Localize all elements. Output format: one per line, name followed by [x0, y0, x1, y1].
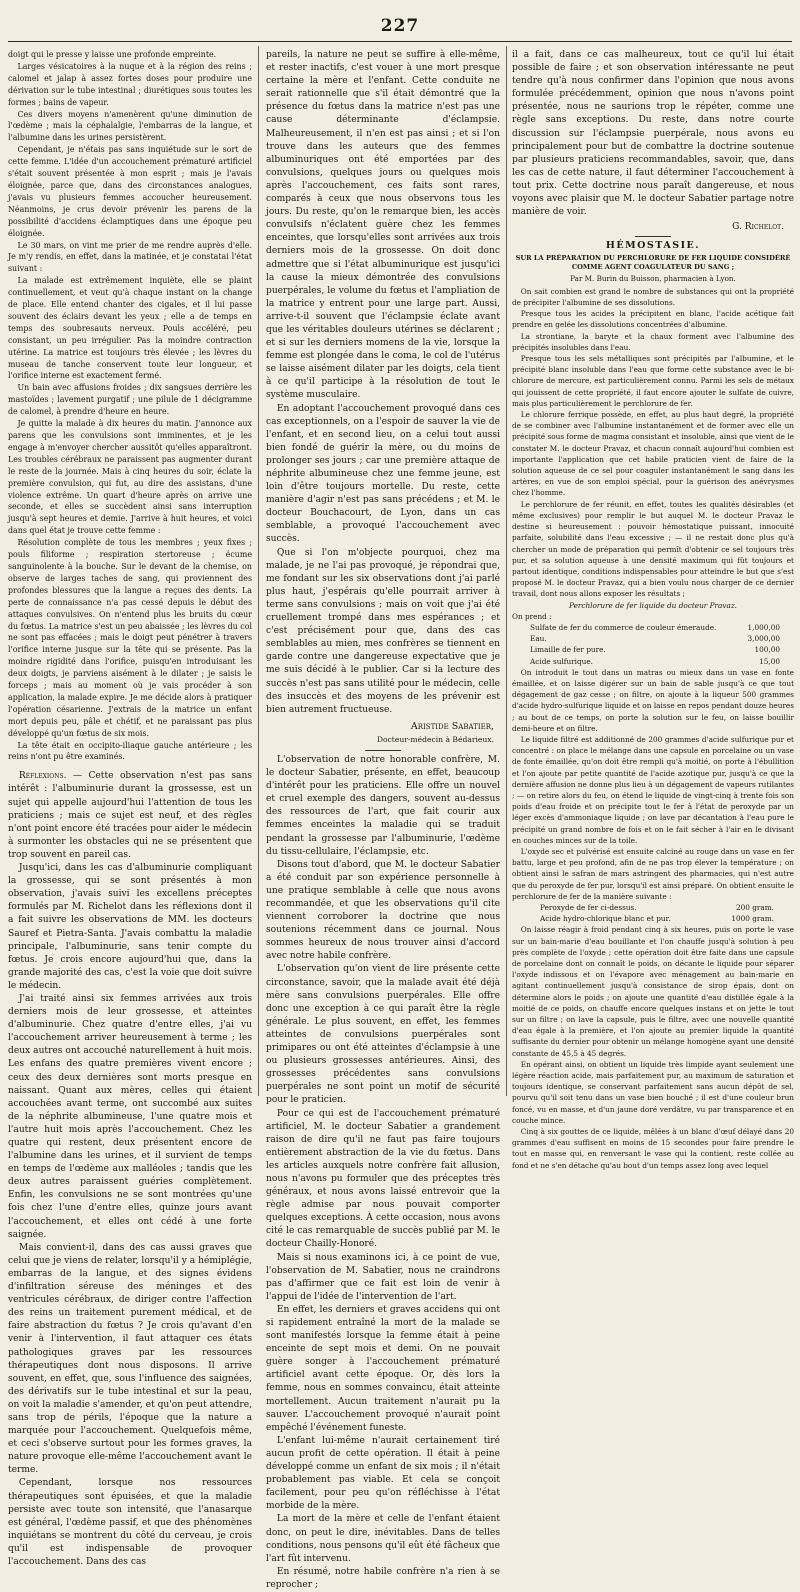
paragraph: Larges vésicatoires à la nuque et à la région des reins ; calomel et jalap à assez fortes doses pour produire une dérivation sur le tube intestinal ; diurétiques sous toutes les formes ; bains de vapeur.	[8, 61, 252, 107]
formula-quantity: 200 gram.	[736, 903, 774, 912]
paragraph: Jusqu'ici, dans les cas d'albuminurie compliquant la grossesse, qui se sont présentés à mon observation, j'avais suivi les excellens préceptes formulés par M. Richelot dans les réflexions dont il a fait suivre les observations de MM. les docteurs Sauref et Pietra-Santa. J'avais combattu la maladie principale, l'albuminurie, sans tenir compte du fœtus. Je crois encore aujourd'hui que, dans la grande majorité des cas, c'est la voie que doit suivre le médecin.	[8, 863, 252, 991]
paragraph: La mort de la mère et celle de l'enfant étaient donc, on peut le dire, inévitables. Dans de telles conditions, nous pensons qu'il eût été fâcheux que l'art fût intervenu.	[266, 1514, 500, 1564]
paragraph: Ces divers moyens n'amenèrent qu'une diminution de l'œdème ; mais la céphalalgie, l'embarras de la langue, et l'albumine dans les urines persistèrent.	[8, 109, 252, 143]
paragraph: Que si l'on m'objecte pourquoi, chez ma malade, je ne l'ai pas provoqué, je répondrai que, me fondant sur les six observations dont j'ai parlé plus haut, j'espérais qu'elle pourrait arriver à terme sans convulsions ; mais on voit que j'ai été cruellement trompé dans mes espérances ; et c'est précisément pour que, dans des cas semblables au mien, mes confrères se tiennent en garde contre une dangereuse expectative que je me suis décidé à le publier. Car si la lecture des succès n'est pas sans utilité pour le médecin, celle des insuccès et des moyens de les prévenir est bien autrement fructueuse.	[266, 547, 500, 715]
paragraph: En opérant ainsi, on obtient un liquide très limpide ayant seulement une légère réaction acide, mais parfaitement pur, au maximum de saturation et toujours identique, se conservant parfaitement sans aucun dépôt de sel, pourvu qu'il soit tenu dans un vase bien bouché ; il est d'une couleur brun foncé, vu en masse, et d'un jaune doré verdâtre, vu par transparence et en couche mince.	[512, 1059, 794, 1125]
paragraph: Cependant, je n'étais pas sans inquiétude sur le sort de cette femme. L'idée d'un accouchement prématuré artificiel s'était souvent présentée à mon esprit ; mais je l'avais éloignée, parce que, dans des circonstances analogues, j'avais vu plusieurs femmes accoucher heureusement. Néanmoins, je crus devoir prévenir les parens de la possibilité d'accidens éclamptiques dans une époque peu éloignée.	[8, 145, 252, 238]
paragraph: En effet, les derniers et graves accidens qui ont si rapidement entraîné la mort de la malade se sont manifestés lorsque la femme était à peine enceinte de sept mois et demi. On ne pouvait guère songer à l'accouchement prématuré artificiel avant cette époque. Or, dès lors la femme, nous en sommes convaincu, était atteinte mortellement. Aucun traitement n'aurait pu la sauver. L'accouchement provoqué n'aurait point empêché l'événement funeste.	[266, 1304, 500, 1433]
paragraph: Je quitte la malade à dix heures du matin. J'annonce aux parens que les convulsions sont imminentes, et je les engage à m'envoyer chercher aussitôt qu'elles apparaîtront. Les troubles cérébraux ne paraissent pas augmenter durant le reste de la journée. Mais à cinq heures du soir, éclate la première convulsion, qui fut, au dire des assistans, d'une violence extrême. Un quart d'heure après on arrive une seconde, et elles se succèdent ainsi sans interruption jusqu'à sept heures et demie. J'arrive à huit heures, et voici dans quel état je trouve cette femme :	[8, 419, 252, 536]
paragraph: Cependant, lorsque nos ressources thérapeutiques sont épuisées, et que la maladie persiste avec toute son intensité, que l'anasarque est général, l'œdème passif, et que des phénomènes inquiétans se montrent du côté du cerveau, je crois qu'il est indispensable de provoquer l'accouchement. Dans des cas	[8, 1478, 252, 1567]
paragraph: Résolution complète de tous les membres ; yeux fixes ; pouls filiforme ; respiration stertoreuse ; écume sanguinolente à la bouche. Sur le devant de la chemise, on observe de larges taches de sang, qui proviennent des profondes blessures que la langue a reçues des dents. La perte de connaissance n'a pas cessé depuis le début des attaques convulsives. On n'entend plus les bruits du cœur du fœtus. La matrice s'est un peu abaissée ; les lèvres du col ne sont pas effacées ; mais le doigt peut pénétrer à travers l'orifice interne jusque sur la tête qui se présente. Pas la moindre rigidité dans l'orifice, puisqu'en introduisant les deux doigts, je parviens aisément à le dilater ; je saisis le forceps ; mais au moment où je vais procéder à son application, la malade expire. Je me décide alors à pratiquer l'opération césarienne. J'extrais de la matrice un enfant mort depuis peu, pâle et chétif, et ne paraissant pas plus développé qu'un fœtus de six mois.	[8, 538, 252, 738]
section-author: Par M. Burin du Buisson, pharmacien à Lyon.	[570, 273, 736, 283]
column-right	[512, 49, 794, 1170]
paragraph: En adoptant l'accouchement provoqué dans ces cas exceptionnels, on a l'espoir de sauver la vie de l'enfant, et en second lieu, on a celui tout aussi bien fondé de guérir la mère, ou du moins de prolonger ses jours ; car une première attaque de néphrite albumineuse chez une femme jeune, est loin d'être toujours mortelle. Du reste, cette manière d'agir n'est pas sans précédens ; et M. le docteur Bouchacourt, de Lyon, dans un cas semblable, a provoqué l'accouchement avec succès.	[266, 403, 500, 545]
paragraph: J'ai traité ainsi six femmes arrivées aux trois derniers mois de leur grossesse, et atteintes d'albuminurie. Chez quatre d'entre elles, j'ai vu l'accouchement arriver heureusement à terme ; les deux autres ont accouché naturellement à huit mois. Les enfans des quatre premières vivent encore ; ceux des deux dernières sont morts presque en naissant. Quant aux mères, celles qui étaient accouchées avant terme, ont succombé aux suites de la néphrite albumineuse, l'une quatre mois et l'autre huit mois après l'accouchement. Chez les quatre qui restent, deux présentent encore de l'albumine dans les urines, et il survient de temps en temps de l'œdème aux malléoles ; tandis que les deux autres paraissent guéries complètement. Enfin, les convulsions ne se sont montrées qu'une fois chez l'une d'entre elles, quinze jours avant l'accouchement, et elles ont cédé à une forte saignée.	[8, 993, 252, 1240]
reflexions-text: — Cette observation n'est pas sans intérêt : l'albuminurie durant la grossesse, est un sujet qui appelle aujourd'hui l'attention de tous les praticiens ; mais ce sujet est neuf, et des règles n'ont point encore été tracées pour aider le médecin à surmonter les obstacles qui ne se présentent que trop souvent en pareil cas.	[8, 771, 252, 860]
paragraph: il a fait, dans ce cas malheureux, tout ce qu'il lui était possible de faire ; et son observation intéressante ne peut tendre qu'à nous confirmer dans l'opinion que nous avons formulée précédemment, opinion que nous n'avons point présentée, nous ne saurions trop le répéter, comme une règle sans exceptions. Du reste, dans notre courte discussion sur l'éclampsie puerpérale, nous avons eu principalement pour but de combattre la doctrine soutenue par plusieurs praticiens recommandables, savoir, que, dans les cas de cette nature, il faut déterminer l'accouchement à tout prix. Cette doctrine nous paraît dangereuse, et nous voyons avec plaisir que M. le docteur Sabatier partage notre manière de voir.	[512, 50, 794, 218]
recipe-label: Perchlorure de fer liquide du docteur Pravaz.	[568, 600, 737, 610]
recipe-head: On prend :	[512, 611, 552, 621]
paragraph: Le perchlorure de fer réunit, en effet, toutes les qualités désirables (et même exclusives) pour remplir le but auquel M. le docteur Pravaz le destine si heureusement : pouvoir hémostatique puissant, innocuité parfaite, solubilité dans l'eau excessive ; — il ne restait donc plus qu'à chercher un mode de préparation qui permît d'obtenir ce sel toujours très pur, et sa solution aqueuse à une densité maximum qui fût toujours et partout identique, conditions indispensables pour atteindre le but que s'est proposé M. le docteur Pravaz, qui a bien voulu nous charger de ce dernier travail, dont nous allons exposer les résultats ;	[512, 499, 794, 599]
paragraph: L'oxyde sec et pulvérisé est ensuite calciné au rouge dans un vase en fer battu, large et peu profond, afin de ne pas trop élever la température ; on obtient ainsi le safran de mars astringent des pharmacies, qui n'est autre que du peroxyde de fer pur, lorsqu'il est ainsi préparé. On obtient ensuite le perchlorure de fer de la manière suivante :	[512, 846, 794, 901]
signature-name: Aristide Sabatier,	[410, 720, 494, 732]
paragraph: La strontiane, la baryte et la chaux forment avec l'albumine des précipités insolubles dans l'eau.	[512, 331, 794, 352]
recipe-ingredient: Eau.	[530, 634, 547, 644]
paragraph: Presque tous les acides la précipitent en blanc, l'acide acétique fait prendre en gelée les dissolutions concentrées d'albumine.	[512, 309, 794, 330]
formula-ingredient: Acide hydro-chlorique blanc et pur.	[540, 914, 671, 924]
paragraph: L'enfant lui-même n'aurait certainement tiré aucun profit de cette opération. Il était à peine développé comme un enfant de six mois ; il n'était probablement pas viable. Et cela se conçoit facilement, pour peu qu'on réfléchisse à l'état morbide de la mère.	[266, 1435, 500, 1512]
paragraph: La tête était en occipito-iliaque gauche antérieure ; les reins n'ont pu être examinés.	[8, 740, 252, 762]
paragraph: L'observation qu'on vient de lire présente cette circonstance, savoir, que la malade avait été déjà mère sans convulsions puerpérales. Elle offre donc une exception à ce qui paraît être la règle générale. Le plus souvent, en effet, les femmes atteintes de convulsions puerpérales sont primipares ou ont été atteintes d'éclampsie à une ou plusieurs grossesses antérieures. Ainsi, des grossesses précédentes sans convulsions puerpérales ne sont point un motif de sécurité pour le praticien.	[266, 964, 500, 1106]
paragraph: Un bain avec affusions froides ; dix sangsues derrière les mastoïdes ; lavement purgatif ; une pilule de 1 décigramme de calomel, à prendre d'heure en heure.	[8, 383, 252, 417]
paragraph: doigt qui le presse y laisse une profonde empreinte.	[8, 50, 217, 59]
section-title: HÉMOSTASIE.	[605, 240, 701, 252]
formula-ingredient: Peroxyde de fer ci-dessus.	[540, 903, 637, 912]
recipe-quantity: 1,000,00	[747, 622, 780, 632]
paragraph: Le liquide filtré est additionné de 200 grammes d'acide sulfurique pur et concentré : on place le mélange dans une capsule en porcelaine ou un vase de fonte émaillée, qu'on doit être rempli qu'à moitié, on porte à l'ébullition et l'on ajoute par petite quantité de l'acide azotique pur, jusqu'à ce que la dernière affusion ne donne plus lieu à un dégagement de vapeurs rutilantes ; — on retire alors du feu, on étend le liquide de vingt-cinq à trente fois son poids d'eau froide et on précipite tout le fer à l'état de peroxyde par un léger excès d'ammoniaque liquide ; on lave par décantation à l'eau pure le précipité un grand nombre de fois et on le fait sécher à l'air en le divisant en couches minces sur de la toile.	[512, 734, 794, 845]
paragraph: Le 30 mars, on vint me prier de me rendre auprès d'elle. Je m'y rendis, en effet, dans la matinée, et je constatai l'état suivant :	[8, 240, 252, 274]
recipe-quantity: 3,000,00	[747, 634, 780, 644]
recipe-ingredient: Sulfate de fer du commerce de couleur émeraude.	[530, 622, 717, 632]
formula-quantity: 1000 gram.	[731, 914, 774, 924]
signature-role: Docteur-médecin à Bédarieux.	[376, 734, 494, 744]
paragraph: Disons tout d'abord, que M. le docteur Sabatier a été conduit par son expérience personnelle à une pratique semblable à celle que nous avons recommandée, et que les observations qu'il cite viennent corroborer la doctrine que nous soutenions récemment dans ce journal. Nous sommes heureux de nous trouver ainsi d'accord avec notre habile confrère.	[266, 859, 500, 962]
paragraph: L'observation de notre honorable confrère, M. le docteur Sabatier, présente, en effet, beaucoup d'intérêt pour les praticiens. Elle offre un nouvel et cruel exemple des dangers, souvent au-dessus des ressources de l'art, que fait courir aux femmes enceintes la maladie qui se traduit pendant la grossesse par l'albuminurie, l'œdème du tissu-cellulaire, l'éclampsie, etc.	[266, 754, 500, 857]
page-number: 227	[380, 16, 420, 36]
paragraph: On introduit le tout dans un matras ou mieux dans un vase en fonte émaillée, et on laisse digérer sur un bain de sable jusqu'à ce que tout dégagement de gaz cesse ; on filtre, on ajoute à la liqueur 500 grammes d'acide hydro-sulfurique liquide et on laisse en repos pendant douze heures ; au bout de ce temps, on porte la solution sur le feu, on laisse bouillir demi-heure et on filtre.	[512, 667, 794, 733]
paragraph: On laisse réagir à froid pendant cinq à six heures, puis on porte le vase sur un bain-marie d'eau bouillante et l'on chauffe jusqu'à solution à peu près complète de l'oxyde ; cette opération doit être faite dans une capsule de porcelaine dont on connaît le poids, on décante le liquide pour séparer l'oxyde indissous et on l'évapore avec ménagement au bain-marie en agitant continuellement jusqu'à consistance de sirop épais, dont on détermine alors le poids ; on ajoute une quantité d'eau distillée égale à la moitié de ce poids, on chauffe encore quelques instans et on jette le tout sur un filtre ; on lave la capsule, puis le filtre, avec une nouvelle quantité d'eau égale à la première, et l'on ajoute au premier liquide la quantité suffisante du dernier pour obtenir un mélange homogène ayant une densité constante de 45,5 à 45 degrés.	[512, 925, 794, 1058]
recipe-row	[512, 644, 794, 655]
recipe-row	[512, 656, 794, 667]
paragraph: Pour ce qui est de l'accouchement prématuré artificiel, M. le docteur Sabatier a grandement raison de dire qu'il ne faut pas faire toujours entièrement abstraction de la vie du fœtus. Dans les articles auxquels notre confrère fait allusion, nous n'avons pu formuler que des préceptes très généraux, et nous avons laissé entrevoir que la règle admise par nous pouvait comporter quelques exceptions. À cette occasion, nous avons cité le cas remarquable de succès publié par M. le docteur Chailly-Honoré.	[266, 1108, 500, 1250]
column-left	[8, 49, 253, 1567]
column-divider-right	[506, 46, 507, 1096]
paragraph: En résumé, notre habile confrère n'a rien à se reprocher ;	[266, 1566, 500, 1590]
recipe-ingredient: Limaille de fer pure.	[530, 645, 606, 655]
separator	[365, 750, 401, 751]
recipe-quantity: 100,00	[754, 645, 780, 655]
column-middle	[266, 49, 500, 1590]
paragraph: Presque tous les sels métalliques sont précipités par l'albumine, et le précipité blanc insoluble dans l'eau que forme cette substance avec le bi-chlorure de mercure, est particulièrement connu. Parmi les sels de métaux qui jouissent de cette propriété, il faut encore ajouter le sulfate de cuivre, mais plus particulièrement le perchlorure de fer.	[512, 354, 794, 408]
paragraph: Le chlorure ferrique possède, en effet, au plus haut degré, la propriété de se combiner avec l'albumine instantanément et de former avec elle un précipité sous forme de magma consistant et insoluble, ainsi que vient de le constater M. le docteur Pravaz, et chacun connaît aujourd'hui combien est importante l'application que cet habile praticien vient de faire de la solution aqueuse de ce sel pour coaguler instantanément le sang dans les artères, en vue de son emploi spécial, pour la guérison des anévrysmes chez l'homme.	[512, 410, 794, 498]
paragraph: Mais convient-il, dans des cas aussi graves que celui que je viens de relater, lorsqu'il y a hémiplégie, embarras de la langue, et des signes évidens d'infiltration séreuse des méninges et des ventricules cérébraux, de diriger contre l'affection des reins un traitement purement médical, et de faire abstraction du fœtus ? Je crois qu'avant d'en venir à l'intervention, il faut attaquer ces états pathologiques graves par les ressources thérapeutiques dont nous disposons. Il arrive souvent, en effet, que, sous l'influence des saignées, des dérivatifs sur le tube intestinal et sur la peau, on voit la maladie s'amender, et qu'on peut attendre, sans trop de périls, l'époque que la nature a marquée pour l'accouchement. Quelquefois même, et ceci s'observe surtout pour les formes graves, la nature provoque elle-même l'accouchement avant le terme.	[8, 1242, 253, 1476]
signature-richelot: G. Richelot.	[732, 222, 784, 233]
signature-block	[266, 720, 494, 746]
recipe-ingredient: Acide sulfurique.	[530, 656, 594, 666]
formula-row	[512, 902, 794, 913]
paragraph: pareils, la nature ne peut se suffire à elle-même, et rester inactifs, c'est vouer à une mort presque certaine la mère et l'enfant. Cette conduite ne serait rationnelle que s'il était démontré que la présence du fœtus dans la matrice n'est pas une cause déterminante d'éclampsie. Malheureusement, il n'en est pas ainsi ; et si l'on trouve dans les auteurs que des femmes albuminuriques ont été emportées par des convulsions, quelques jours ou quelques mois après l'accouchement, ces faits sont rares, comparés à ceux que nous observons tous les jours. Du reste, qu'on le remarque bien, les accès convulsifs n'éclatent guère chez les femmes enceintes, que lorsqu'elles sont arrivées aux trois derniers mois de la grossesse. On doit donc admettre que si l'état albuminurique est jusqu'ici la cause la mieux démontrée des convulsions puerpérales, le volume du fœtus et l'ampliation de la matrice y entrent pour une large part. Aussi, arrive-t-il souvent que l'éclampsie éclate avant que les véritables douleurs utérines se déclarent ; et si sur les derniers momens de la vie, lorsque la femme est plongée dans le coma, le col de l'utérus se laisse aisément dilater par les doigts, cela tient à ce qu'il participe à la résolution de tout le système musculaire.	[266, 50, 500, 401]
section-subtitle: SUR LA PRÉPARATION DU PERCHLORURE DE FER LIQUIDE CONSIDÉRÉ COMME AGENT COAGULATEUR DU SANG ;	[515, 253, 791, 271]
reflexions-paragraph	[8, 770, 252, 862]
column-divider-left	[258, 46, 259, 1096]
header-rule	[8, 41, 792, 42]
paragraph: La malade est extrêmement inquiète, elle se plaint continuellement, et veut qu'à chaque instant on la change de place. Elle entend chanter des cigales, et il lui passe souvent des éclairs devant les yeux ; elle a de temps en temps des soubresauts nerveux. Pouls accéléré, peu consistant, un peu irrégulier. Pas la moindre contraction utérine. La matrice est toujours très élevée ; les lèvres du museau de tanche conservent toute leur longueur, et l'orifice interne est exactement fermé.	[8, 276, 252, 381]
separator	[635, 236, 671, 237]
recipe-row	[512, 633, 794, 644]
recipe-row	[512, 622, 794, 633]
paragraph: Mais si nous examinons ici, à ce point de vue, l'observation de M. Sabatier, nous ne craindrons pas d'affirmer que ce fait est loin de venir à l'appui de l'idée de l'intervention de l'art.	[266, 1252, 500, 1302]
recipe-quantity: 15,00	[759, 656, 780, 666]
paragraph: On sait combien est grand le nombre de substances qui ont la propriété de précipiter l'albumine de ses dissolutions.	[512, 286, 794, 308]
reflexions-label: Réflexions.	[18, 771, 67, 782]
paragraph: Cinq à six gouttes de ce liquide, mêlées à un blanc d'œuf délayé dans 20 grammes d'eau suffisent en moins de 15 secondes pour faire prendre le tout en masse qui, en renversant le vase qui la contient, reste collée au fond et ne s'en détache qu'au bout d'un temps assez long avec lequel	[512, 1127, 794, 1170]
formula-row	[512, 913, 794, 924]
